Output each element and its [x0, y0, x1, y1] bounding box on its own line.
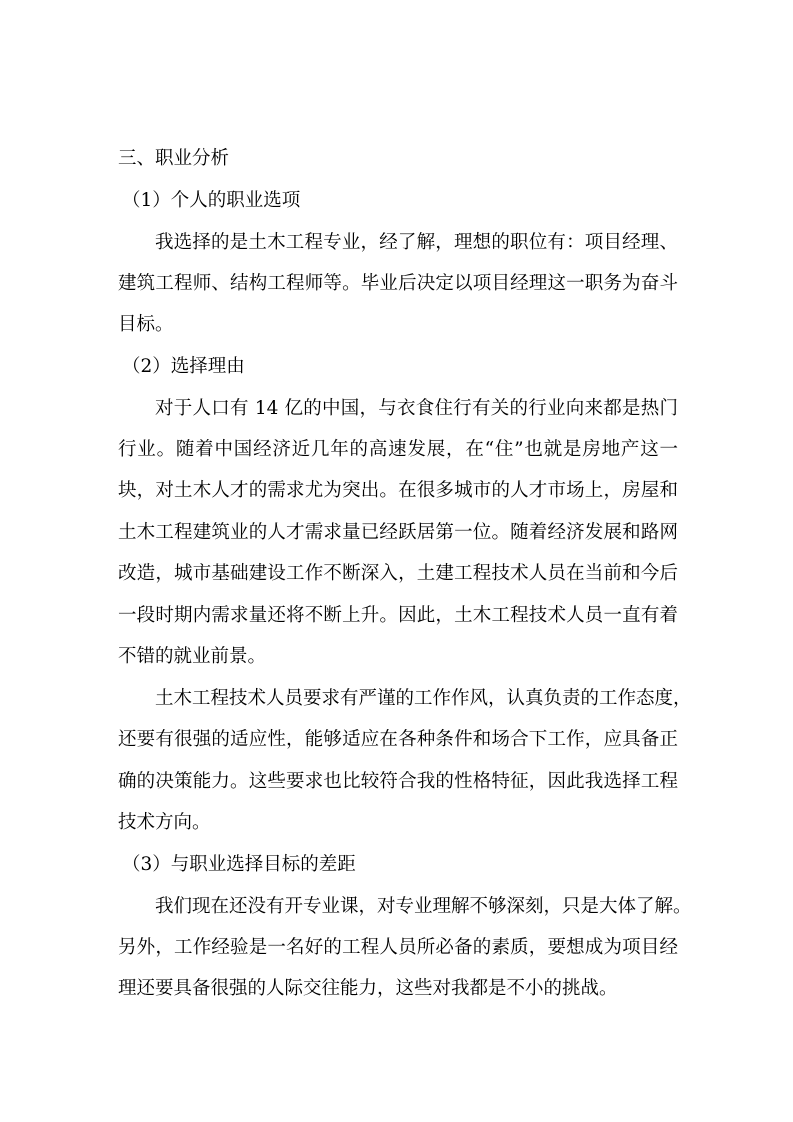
paragraph-line: 目标。 [118, 314, 174, 335]
paragraph-line: 确的决策能力。这些要求也比较符合我的性格特征，因此我选择工程 [118, 771, 678, 792]
paragraph-line: 建筑工程师、结构工程师等。毕业后决定以项目经理这一职务为奋斗 [118, 273, 678, 294]
subsection-heading-1: （1）个人的职业选项 [122, 190, 301, 211]
section-title: 三、职业分析 [118, 148, 230, 169]
paragraph-line: 还要有很强的适应性，能够适应在各种条件和场合下工作，应具备正 [118, 729, 678, 750]
paragraph-line: 土木工程建筑业的人才需求量已经跃居第一位。随着经济发展和路网 [118, 522, 678, 543]
paragraph-line: 另外，工作经验是一名好的工程人员所必备的素质，要想成为项目经 [118, 937, 678, 958]
paragraph-line: 不错的就业前景。 [118, 646, 267, 667]
subsection-heading-2: （2）选择理由 [122, 356, 245, 377]
paragraph-line: 对于人口有 14 亿的中国，与衣食住行有关的行业向来都是热门 [155, 398, 678, 419]
paragraph-line: 改造，城市基础建设工作不断深入，土建工程技术人员在当前和今后 [118, 563, 678, 584]
paragraph-line: 块，对土木人才的需求尤为突出。在很多城市的人才市场上，房屋和 [118, 480, 678, 501]
subsection-heading-3: （3）与职业选择目标的差距 [122, 854, 356, 875]
paragraph-line: 技术方向。 [118, 812, 211, 833]
paragraph-line: 行业。随着中国经济近几年的高速发展，在“住”也就是房地产这一 [118, 439, 678, 460]
paragraph-line: 理还要具备很强的人际交往能力，这些对我都是不小的挑战。 [118, 978, 618, 999]
paragraph-line: 一段时期内需求量还将不断上升。因此，土木工程技术人员一直有着 [118, 605, 678, 626]
paragraph-line: 土木工程技术人员要求有严谨的工作作风，认真负责的工作态度， [155, 688, 692, 709]
paragraph-line: 我们现在还没有开专业课，对专业理解不够深刻，只是大体了解。 [155, 896, 692, 917]
paragraph-line: 我选择的是土木工程专业，经了解，理想的职位有：项目经理、 [155, 232, 678, 253]
